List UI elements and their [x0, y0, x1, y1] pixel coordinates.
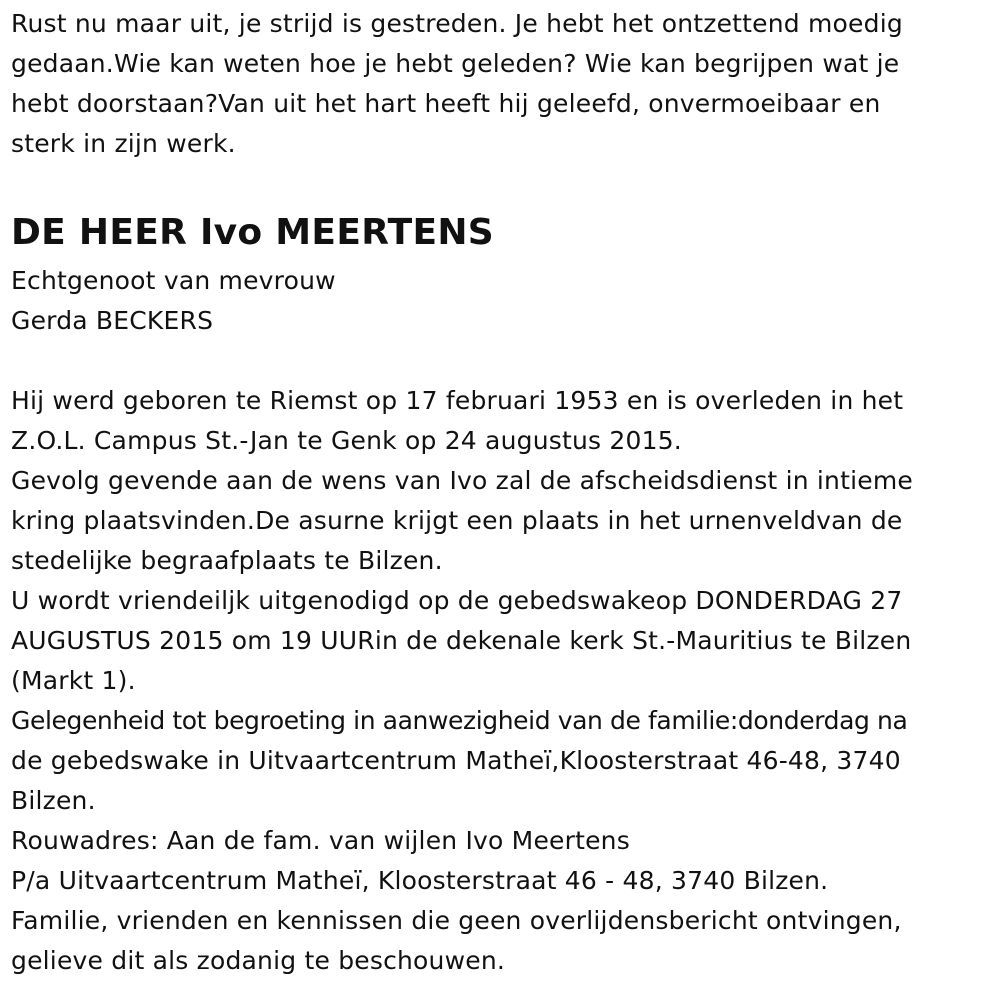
body-line: Z.O.L. Campus St.-Jan te Genk op 24 augustus 2015. — [11, 426, 682, 455]
intro-line: hebt doorstaan?Van uit het hart heeft hij geleefd, onvermoeibaar en — [11, 89, 881, 118]
intro-line: Rust nu maar uit, je strijd is gestreden. Je hebt het ontzettend moedig — [11, 9, 903, 38]
body-line: Hij werd geboren te Riemst op 17 februari 1953 en is overleden in het — [11, 386, 904, 415]
spacer — [11, 341, 996, 381]
obituary-body — [11, 381, 996, 981]
spacer — [11, 164, 996, 202]
body-line: P/a Uitvaartcentrum Matheï, Kloosterstraat 46 - 48, 3740 Bilzen. — [11, 866, 829, 895]
intro-line: gedaan.Wie kan weten hoe je hebt geleden? Wie kan begrijpen wat je — [11, 49, 900, 78]
body-line: AUGUSTUS 2015 om 19 UURin de dekenale kerk St.-Mauritius te Bilzen — [11, 626, 912, 655]
spouse-line: Echtgenoot van mevrouw — [11, 266, 336, 295]
intro-line: sterk in zijn werk. — [11, 129, 236, 158]
body-line: Bilzen. — [11, 786, 96, 815]
body-line: U wordt vriendeiljk uitgenodigd op de gebedswakeop DONDERDAG 27 — [11, 586, 903, 615]
body-line: Familie, vrienden en kennissen die geen overlijdensbericht ontvingen, — [11, 906, 902, 935]
body-line: de gebedswake in Uitvaartcentrum Matheï,Kloosterstraat 46-48, 3740 — [11, 746, 901, 775]
spouse-info — [11, 261, 996, 341]
body-line: Gelegenheid tot begroeting in aanwezigheid van de familie:donderdag na — [11, 706, 908, 735]
intro-poem — [11, 4, 996, 164]
body-line: Rouwadres: Aan de fam. van wijlen Ivo Meertens — [11, 826, 630, 855]
spouse-line: Gerda BECKERS — [11, 306, 214, 335]
body-line: gelieve dit als zodanig te beschouwen. — [11, 946, 506, 975]
obituary-document — [11, 4, 996, 981]
body-line: (Markt 1). — [11, 666, 136, 695]
body-line: kring plaatsvinden.De asurne krijgt een plaats in het urnenveldvan de — [11, 506, 903, 535]
body-line: stedelijke begraafplaats te Bilzen. — [11, 546, 443, 575]
body-line: Gevolg gevende aan de wens van Ivo zal de afscheidsdienst in intieme — [11, 466, 913, 495]
deceased-name-heading: DE HEER Ivo MEERTENS — [11, 212, 495, 253]
